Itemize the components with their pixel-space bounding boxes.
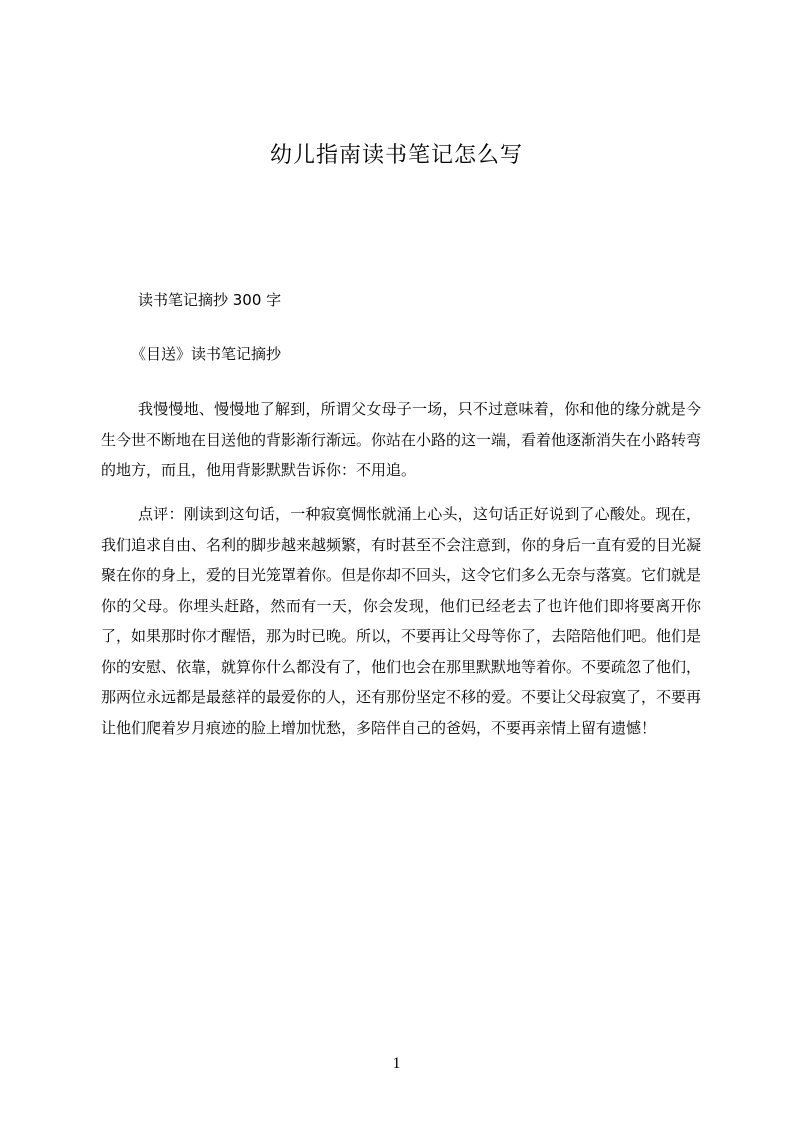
page-number: 1 bbox=[392, 1055, 401, 1072]
body-paragraph: 点评：刚读到这句话，一种寂寞惆怅就涌上心头，这句话正好说到了心酸处。现在，我们追求自由、名利的脚步越来越频繁，有时甚至不会注意到，你的身后一直有爱的目光凝聚在你的身上，爱的目光笼罩着你。但是你却不回头，这令它们多么无奈与落寞。它们就是你的父母。你埋头赶路，然而有一天，你会发现，他们已经老去了也许他们即将要离开你了，如果那时你才醒悟，那为时已晚。所以，不要再让父母等你了，去陪陪他们吧。他们是你的安慰、依靠，就算你什么都没有了，他们也会在那里默默地等着你。不要疏忽了他们，那两位永远都是最慈祥的最爱你的人，还有那份坚定不移的爱。不要让父母寂寞了，不要再让他们爬着岁月痕迹的脸上增加忧愁，多陪伴自己的爸妈，不要再亲情上留有遗憾！ bbox=[101, 505, 702, 737]
document-title: 幼儿指南读书笔记怎么写 bbox=[269, 143, 523, 168]
body-paragraph: 我慢慢地、慢慢地了解到，所谓父女母子一场，只不过意味着，你和他的缘分就是今生今世不断地在目送他的背影渐行渐远。你站在小路的这一端，看着他逐渐消失在小路转弯的地方，而且，他用背影默默告诉你：不用追。 bbox=[101, 400, 702, 479]
book-heading: 《目送》读书笔记摘抄 bbox=[131, 345, 282, 363]
subheading: 读书笔记摘抄 300 字 bbox=[138, 291, 282, 309]
